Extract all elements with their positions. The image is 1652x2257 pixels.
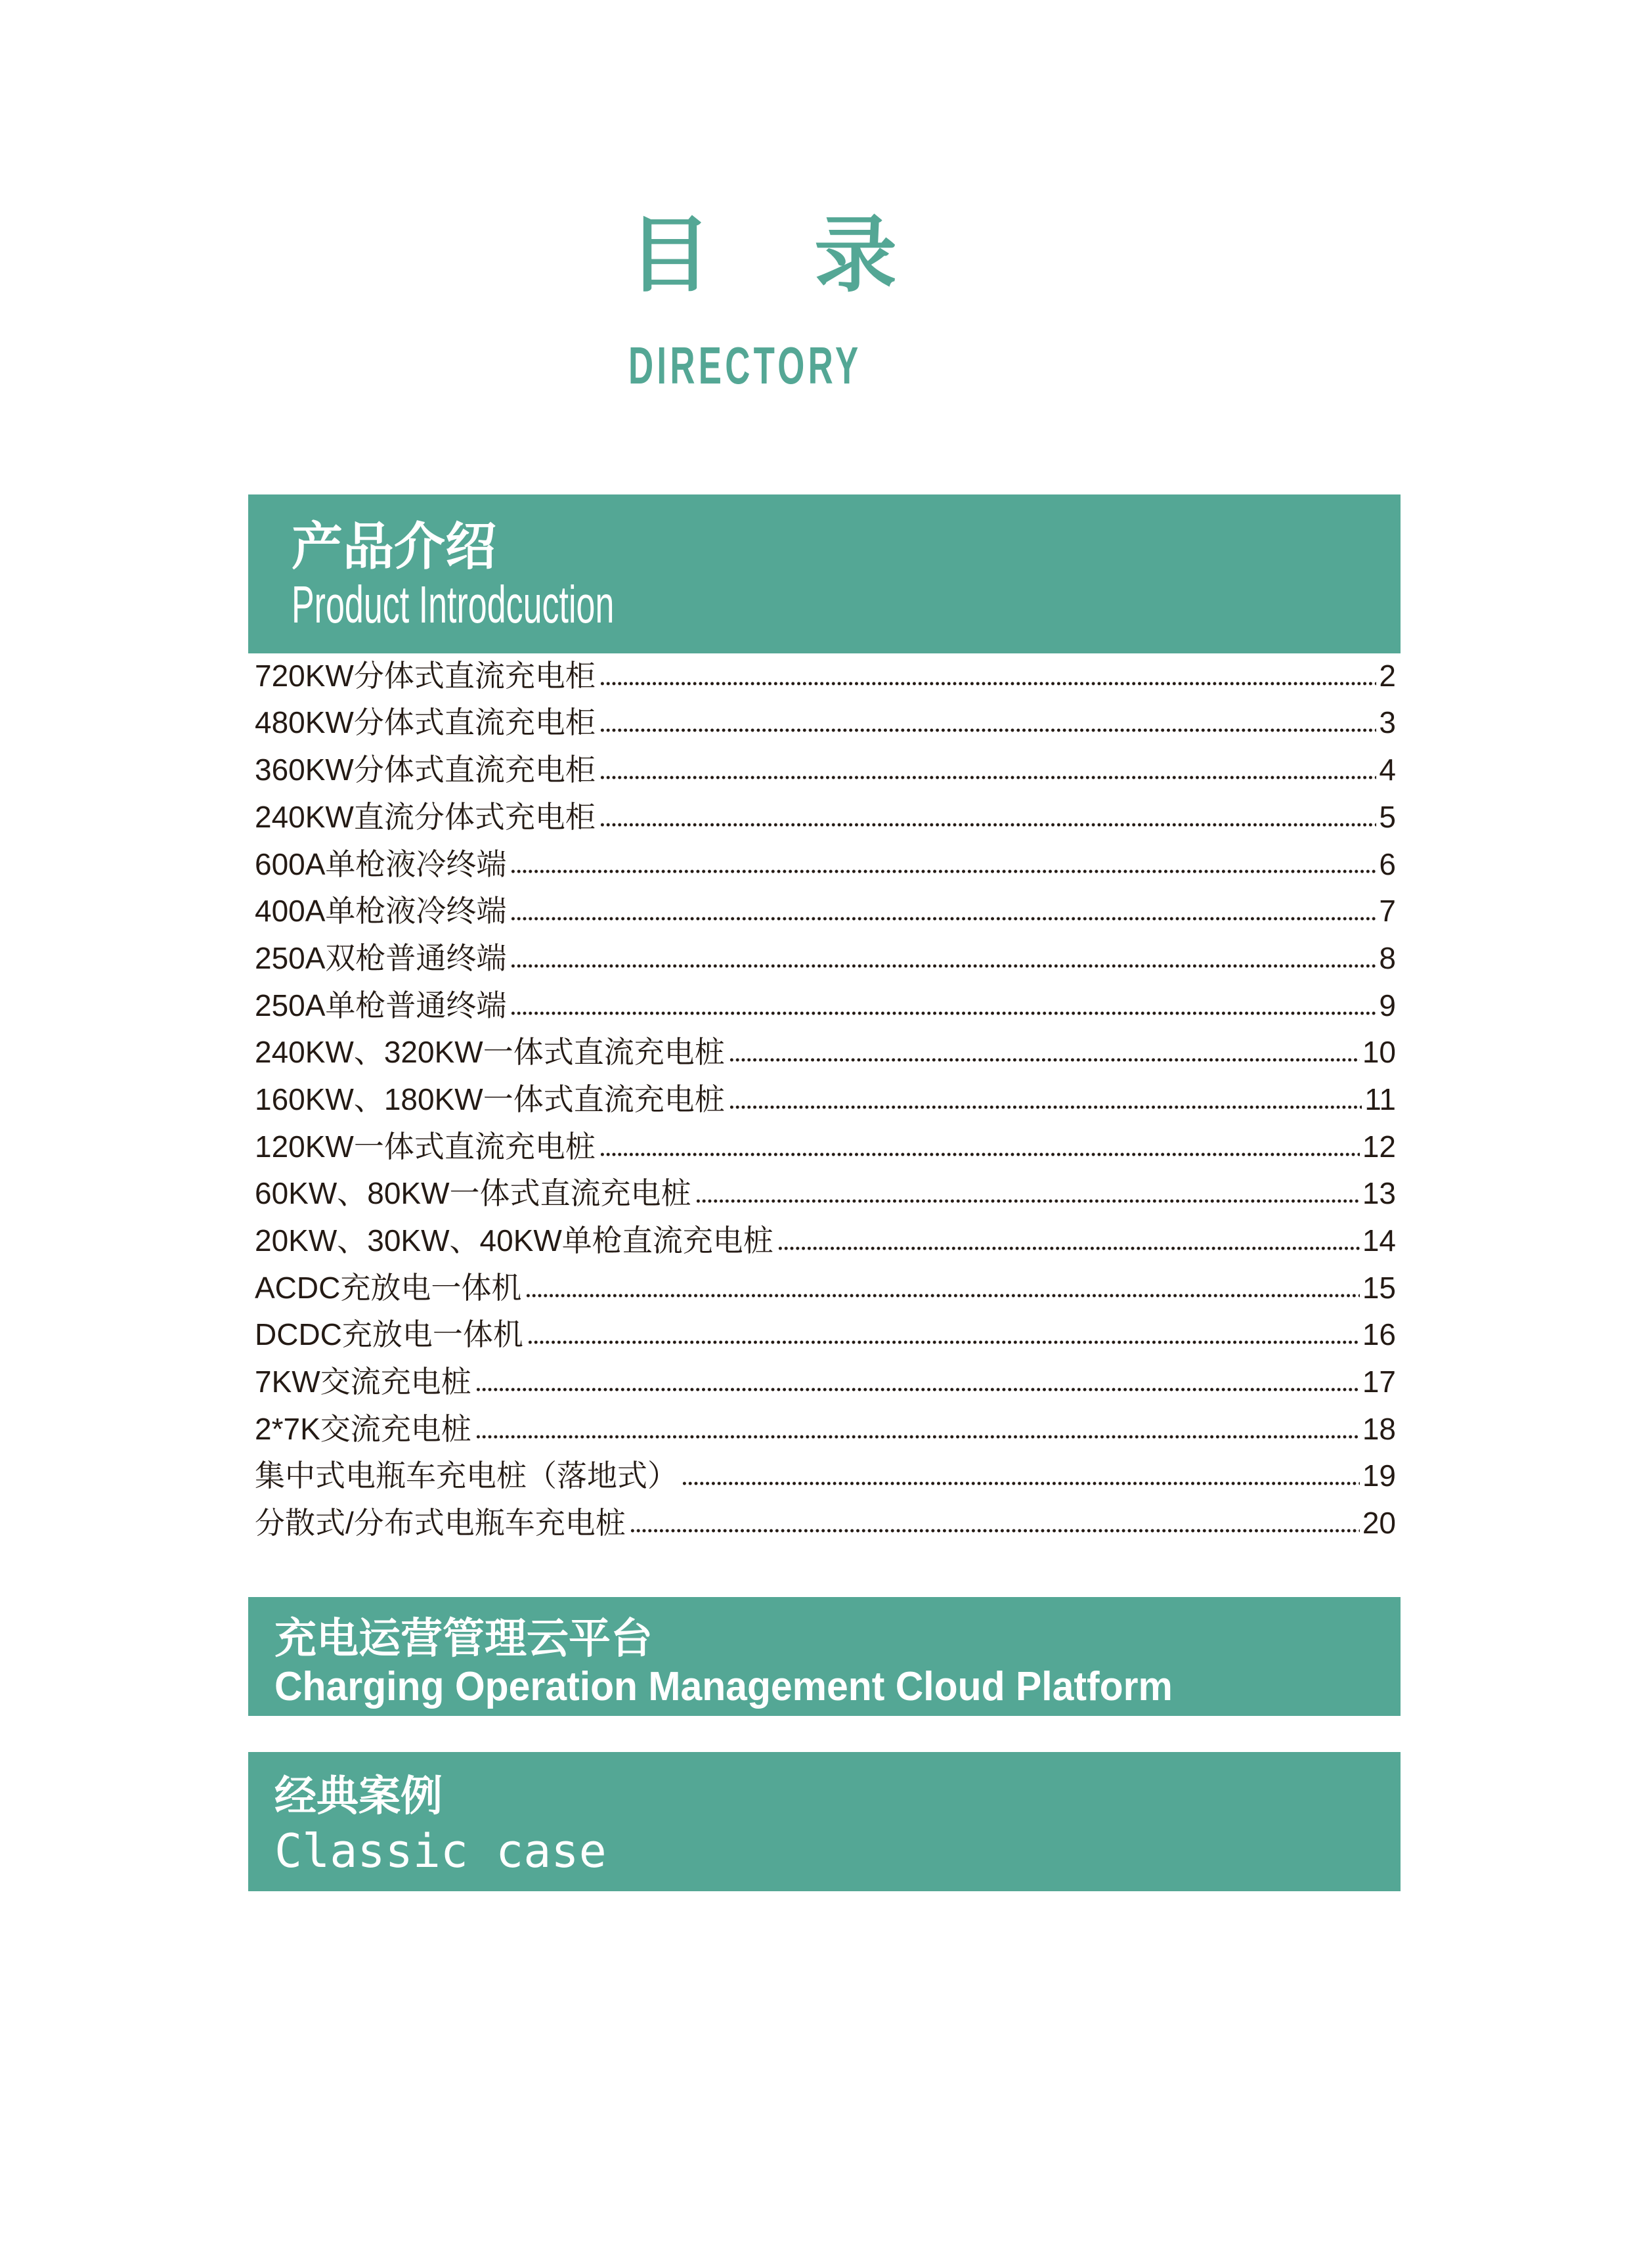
toc-item-page: 8 bbox=[1379, 940, 1396, 975]
toc-item bbox=[255, 934, 1396, 981]
toc-item bbox=[255, 651, 1396, 699]
toc-item-page: 11 bbox=[1364, 1082, 1396, 1116]
leader-dots bbox=[599, 1152, 1360, 1156]
toc-item bbox=[255, 887, 1396, 934]
toc-item-label: 400A单枪液冷终端 bbox=[255, 894, 507, 929]
toc-item bbox=[255, 840, 1396, 887]
leader-dots bbox=[510, 1011, 1376, 1015]
toc-item-page: 14 bbox=[1362, 1223, 1396, 1258]
toc-item-page: 18 bbox=[1362, 1411, 1396, 1446]
toc-item bbox=[255, 1357, 1396, 1405]
toc-item bbox=[255, 745, 1396, 793]
leader-dots bbox=[630, 1529, 1360, 1533]
leader-dots bbox=[695, 1199, 1360, 1203]
toc-item bbox=[255, 1170, 1396, 1217]
toc-item bbox=[255, 793, 1396, 840]
toc-item-label: 600A单枪液冷终端 bbox=[255, 846, 507, 881]
toc-item bbox=[255, 1075, 1396, 1122]
toc-item-page: 6 bbox=[1379, 846, 1396, 881]
toc-item-page: 17 bbox=[1362, 1365, 1396, 1399]
leader-dots bbox=[599, 728, 1377, 732]
toc-item-label: 160KW、180KW一体式直流充电桩 bbox=[255, 1082, 725, 1116]
section-title-en: Charging Operation Management Cloud Platform bbox=[274, 1664, 1173, 1709]
toc-item-label: DCDC充放电一体机 bbox=[255, 1317, 523, 1352]
toc-item-label: 7KW交流充电桩 bbox=[255, 1365, 471, 1399]
toc-item bbox=[255, 1122, 1396, 1170]
toc-item-label: 2*7K交流充电桩 bbox=[255, 1411, 471, 1446]
toc-item bbox=[255, 1263, 1396, 1311]
leader-dots bbox=[599, 682, 1377, 686]
toc-item-label: 20KW、30KW、40KW单枪直流充电桩 bbox=[255, 1223, 773, 1258]
toc-item-page: 13 bbox=[1362, 1176, 1396, 1211]
toc-item-page: 2 bbox=[1379, 658, 1396, 693]
toc-item-page: 12 bbox=[1362, 1129, 1396, 1164]
toc-item bbox=[255, 1028, 1396, 1076]
toc-item-page: 3 bbox=[1379, 705, 1396, 740]
toc-item-page: 7 bbox=[1379, 894, 1396, 929]
toc-item bbox=[255, 1311, 1396, 1358]
toc-item bbox=[255, 699, 1396, 746]
leader-dots bbox=[599, 823, 1377, 827]
toc-item-page: 9 bbox=[1379, 988, 1396, 1022]
section-banner-product-introduction bbox=[248, 494, 1401, 653]
toc-item-page: 19 bbox=[1362, 1458, 1396, 1493]
toc-item-label: 分散式/分布式电瓶车充电桩 bbox=[255, 1506, 626, 1541]
toc-item-page: 10 bbox=[1362, 1035, 1396, 1070]
toc-item-label: ACDC充放电一体机 bbox=[255, 1270, 522, 1305]
leader-dots bbox=[510, 869, 1376, 873]
section-title-cn: 经典案例 bbox=[274, 1772, 443, 1820]
leader-dots bbox=[682, 1481, 1360, 1485]
section-title-cn: 产品介绍 bbox=[292, 517, 497, 575]
toc-item-label: 240KW直流分体式充电柜 bbox=[255, 799, 596, 834]
toc-item-label: 720KW分体式直流充电柜 bbox=[255, 658, 596, 693]
leader-dots bbox=[777, 1246, 1360, 1250]
toc-item bbox=[255, 981, 1396, 1028]
toc-list bbox=[255, 651, 1396, 1546]
page-title bbox=[628, 209, 897, 301]
leader-dots bbox=[510, 964, 1376, 968]
toc-item-page: 5 bbox=[1379, 799, 1396, 834]
toc-item-page: 20 bbox=[1362, 1506, 1396, 1541]
page-title-char-1: 目 bbox=[628, 209, 711, 301]
leader-dots bbox=[729, 1105, 1362, 1109]
toc-item bbox=[255, 1452, 1396, 1499]
toc-item bbox=[255, 1405, 1396, 1452]
toc-item-label: 240KW、320KW一体式直流充电桩 bbox=[255, 1035, 725, 1070]
toc-item-label: 250A双枪普通终端 bbox=[255, 940, 507, 975]
leader-dots bbox=[527, 1340, 1360, 1344]
toc-item bbox=[255, 1216, 1396, 1263]
toc-item-label: 250A单枪普通终端 bbox=[255, 988, 507, 1022]
toc-item-page: 16 bbox=[1362, 1317, 1396, 1352]
section-banner-classic-case bbox=[248, 1752, 1401, 1891]
toc-item-label: 集中式电瓶车充电桩（落地式） bbox=[255, 1458, 678, 1493]
section-title-en: Classic case bbox=[274, 1824, 607, 1878]
leader-dots bbox=[510, 917, 1376, 921]
page-title-en: DIRECTORY bbox=[628, 336, 862, 395]
toc-item-page: 4 bbox=[1379, 753, 1396, 787]
toc-item-label: 120KW一体式直流充电桩 bbox=[255, 1129, 596, 1164]
leader-dots bbox=[475, 1388, 1360, 1391]
leader-dots bbox=[475, 1435, 1360, 1439]
toc-item-page: 15 bbox=[1362, 1270, 1396, 1305]
toc-item-label: 480KW分体式直流充电柜 bbox=[255, 705, 596, 740]
leader-dots bbox=[525, 1294, 1359, 1298]
section-title-cn: 充电运营管理云平台 bbox=[274, 1615, 653, 1662]
toc-item-label: 360KW分体式直流充电柜 bbox=[255, 753, 596, 787]
page-title-char-2: 录 bbox=[814, 209, 897, 301]
section-banner-cloud-platform bbox=[248, 1597, 1401, 1716]
toc-item-label: 60KW、80KW一体式直流充电桩 bbox=[255, 1176, 691, 1211]
leader-dots bbox=[599, 776, 1377, 779]
toc-item bbox=[255, 1499, 1396, 1546]
section-title-en: Product Introdcuction bbox=[292, 575, 615, 634]
leader-dots bbox=[729, 1058, 1360, 1062]
